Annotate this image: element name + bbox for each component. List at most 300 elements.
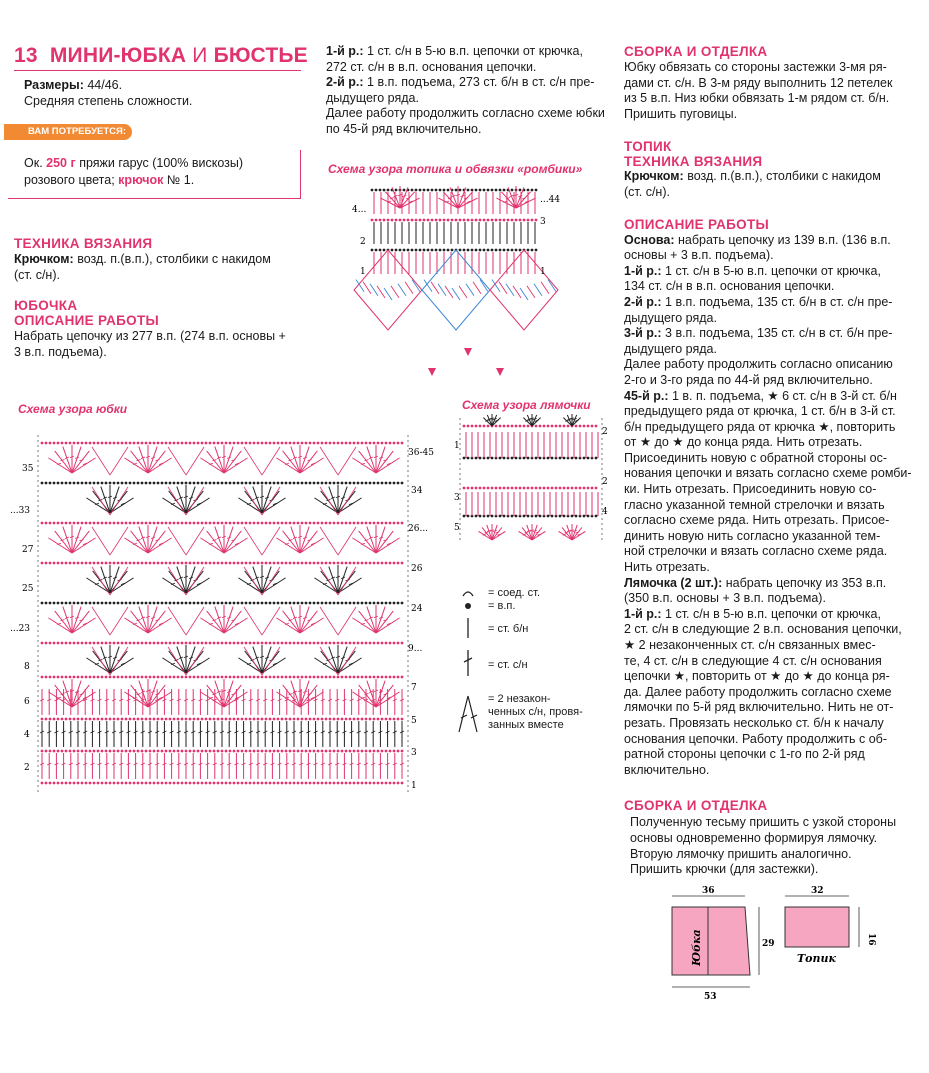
chain-dot	[375, 249, 378, 252]
chain-dot	[523, 487, 526, 490]
chain-dot	[65, 718, 68, 721]
rhombus-stitch	[520, 288, 528, 300]
chain-dot	[381, 676, 384, 679]
chain-dot	[137, 718, 140, 721]
chain-dot	[73, 482, 76, 485]
chain-dot	[305, 562, 308, 565]
chain-dot	[125, 782, 128, 785]
chain-dot	[365, 482, 368, 485]
chain-dot	[403, 219, 406, 222]
chain-dot	[345, 522, 348, 525]
chain-dot	[193, 602, 196, 605]
chain-dot	[401, 562, 404, 565]
chain-dot	[547, 457, 550, 460]
work-line-text: (350 в.п. основы + 3 в.п. подъема).	[624, 591, 826, 606]
legend-dc2tog	[488, 693, 583, 732]
fan-stitch	[162, 498, 186, 513]
fan-stitch	[186, 487, 195, 513]
chain-dot	[401, 602, 404, 605]
chain-dot	[221, 522, 224, 525]
chain-dot	[309, 676, 312, 679]
fan-stitch	[224, 458, 248, 473]
chain-dot	[305, 782, 308, 785]
chain-dot	[373, 562, 376, 565]
fan-stitch	[131, 611, 148, 633]
chain-dot	[81, 718, 84, 721]
fan-stitch	[186, 498, 210, 513]
chain-dot	[579, 487, 582, 490]
chain-dot	[523, 515, 526, 518]
chain-dot	[93, 718, 96, 721]
skirt-row-label: 7	[411, 683, 417, 693]
chain-dot	[309, 642, 312, 645]
fan-stitch	[238, 658, 262, 673]
chain-dot	[361, 482, 364, 485]
chain-dot	[101, 522, 104, 525]
chain-dot	[261, 750, 264, 753]
chain-dot	[447, 189, 450, 192]
chain-dot	[357, 718, 360, 721]
chain-dot	[353, 642, 356, 645]
chain-dot	[89, 642, 92, 645]
chain-dot	[145, 642, 148, 645]
chain-dot	[487, 487, 490, 490]
text-line: Полученную тесьму пришить с узкой стороны	[630, 815, 897, 830]
chain-dot	[253, 782, 256, 785]
rhombus-stitch	[377, 286, 385, 298]
chain-dot	[381, 750, 384, 753]
fan-stitch	[224, 681, 233, 707]
skirt-row-label: 27	[22, 545, 34, 555]
chain-dot	[385, 676, 388, 679]
skirt-work-heading: ОПИСАНИЕ РАБОТЫ	[14, 313, 160, 328]
work-line-text: согласно схеме ряда. Нить отрезать. Присое-	[624, 513, 890, 528]
chain-dot	[587, 515, 590, 518]
chain-dot	[137, 562, 140, 565]
chain-dot	[401, 718, 404, 721]
rhombus-stitch	[473, 282, 481, 294]
chain-dot	[427, 219, 430, 222]
chain-dot	[161, 522, 164, 525]
chain-dot	[253, 676, 256, 679]
chain-dot	[277, 676, 280, 679]
work-line	[624, 498, 914, 514]
top-row-label: ...44	[540, 195, 561, 205]
chain-dot	[261, 562, 264, 565]
chain-dot	[321, 782, 324, 785]
fan-stitch	[148, 451, 165, 473]
fan-stitch	[207, 611, 224, 633]
chain-dot	[475, 457, 478, 460]
chain-dot	[583, 487, 586, 490]
chain-dot	[49, 718, 52, 721]
chain-dot	[133, 602, 136, 605]
chain-dot	[73, 442, 76, 445]
chain-dot	[105, 718, 108, 721]
chain-dot	[281, 718, 284, 721]
chain-dot	[495, 219, 498, 222]
chain-dot	[471, 219, 474, 222]
chain-dot	[133, 676, 136, 679]
legend-dc: = ст. с/н	[488, 659, 528, 671]
chain-dot	[209, 562, 212, 565]
fan-stitch	[262, 567, 271, 593]
chain-dot	[293, 676, 296, 679]
chain-dot	[337, 718, 340, 721]
chain-dot	[61, 442, 64, 445]
chain-dot	[527, 487, 530, 490]
strap-row-label: 2	[602, 427, 608, 437]
chain-dot	[361, 782, 364, 785]
row1-line-1: 1 ст. с/н в 5-ю в.п. цепочки от крючка,	[367, 44, 583, 58]
chain-dot	[53, 676, 56, 679]
top-technique-label: Крючком:	[624, 169, 684, 184]
chain-dot	[399, 249, 402, 252]
right-column	[624, 44, 914, 878]
chain-dot	[377, 522, 380, 525]
work-line-text: Нить отрезать.	[624, 560, 710, 575]
work-line	[624, 326, 914, 342]
chain-dot	[193, 750, 196, 753]
chain-dot	[245, 718, 248, 721]
chain-dot	[65, 482, 68, 485]
chain-dot	[109, 522, 112, 525]
chain-dot	[451, 219, 454, 222]
chain-dot	[321, 602, 324, 605]
yarn-amount: 250 г	[46, 156, 76, 170]
chain-dot	[165, 482, 168, 485]
v-stitch	[338, 487, 356, 515]
chain-dot	[293, 482, 296, 485]
chain-dot	[57, 642, 60, 645]
chain-dot	[503, 249, 506, 252]
chain-dot	[45, 602, 48, 605]
chain-dot	[237, 676, 240, 679]
chain-dot	[431, 249, 434, 252]
chain-dot	[41, 442, 44, 445]
chain-dot	[463, 425, 466, 428]
chain-dot	[293, 522, 296, 525]
fan-stitch	[283, 531, 300, 553]
chain-dot	[365, 522, 368, 525]
chain-dot	[101, 750, 104, 753]
chain-dot	[377, 562, 380, 565]
chain-dot	[145, 482, 148, 485]
chain-dot	[57, 602, 60, 605]
chain-dot	[591, 487, 594, 490]
chain-dot	[273, 718, 276, 721]
chain-dot	[77, 442, 80, 445]
chain-dot	[475, 219, 478, 222]
work-line-text: дыдущего ряда.	[624, 310, 717, 325]
chain-dot	[97, 782, 100, 785]
chain-dot	[551, 457, 554, 460]
chain-dot	[49, 562, 52, 565]
rhombus-stitch	[431, 282, 439, 294]
chain-dot	[257, 602, 260, 605]
chain-dot	[69, 718, 72, 721]
yarn-color: розового цвета;	[24, 173, 115, 187]
v-stitch	[244, 607, 262, 635]
chain-dot	[45, 642, 48, 645]
chain-dot	[361, 522, 364, 525]
chain-dot	[49, 602, 52, 605]
v-stitch	[320, 607, 338, 635]
chain-dot	[333, 676, 336, 679]
chain-dot	[455, 219, 458, 222]
chain-dot	[173, 602, 176, 605]
fan-stitch	[376, 538, 400, 553]
chain-dot	[305, 482, 308, 485]
chain-dot	[361, 718, 364, 721]
chain-dot	[499, 487, 502, 490]
chain-dot	[313, 482, 316, 485]
chain-dot	[595, 515, 598, 518]
fan-stitch	[224, 685, 241, 707]
chain-dot	[197, 676, 200, 679]
chain-dot	[109, 750, 112, 753]
chain-dot	[329, 750, 332, 753]
materials-frame	[8, 150, 301, 199]
chain-dot	[531, 189, 534, 192]
fan-stitch	[300, 692, 324, 707]
chain-dot	[377, 782, 380, 785]
chain-dot	[387, 189, 390, 192]
chain-dot	[213, 782, 216, 785]
chain-dot	[257, 442, 260, 445]
chain-dot	[415, 249, 418, 252]
chain-dot	[563, 515, 566, 518]
chain-dot	[595, 487, 598, 490]
chain-dot	[329, 642, 332, 645]
chain-dot	[249, 442, 252, 445]
chain-dot	[535, 457, 538, 460]
rhombus-stitch	[466, 284, 474, 296]
work-line	[624, 669, 914, 685]
chain-dot	[161, 562, 164, 565]
chain-dot	[117, 750, 120, 753]
chain-dot	[293, 442, 296, 445]
chain-dot	[467, 487, 470, 490]
chain-dot	[53, 642, 56, 645]
chain-dot	[353, 782, 356, 785]
skirt-heading: ЮБОЧКА	[14, 298, 78, 313]
chain-dot	[265, 562, 268, 565]
skirt-stitch-diagram	[8, 425, 440, 805]
v-stitch	[244, 527, 262, 555]
legend-dc2tog-line-1: = 2 незакон-	[488, 693, 551, 705]
chain-dot	[157, 522, 160, 525]
chain-dot	[65, 750, 68, 753]
chain-dot	[261, 602, 264, 605]
chain-dot	[349, 642, 352, 645]
v-stitch	[186, 447, 204, 475]
fan-stitch	[110, 578, 134, 593]
chain-dot	[265, 602, 268, 605]
chain-dot	[519, 249, 522, 252]
chain-dot	[157, 562, 160, 565]
work-line-text: 1 ст. с/н в 5-ю в.п. цепочки от крючка,	[661, 263, 881, 278]
title-and: И	[192, 44, 208, 67]
chain-dot	[459, 249, 462, 252]
chain-dot	[371, 189, 374, 192]
chain-dot	[341, 718, 344, 721]
chain-dot	[385, 718, 388, 721]
chain-dot	[101, 642, 104, 645]
chain-dot	[381, 602, 384, 605]
chain-dot	[65, 522, 68, 525]
fan-stitch	[238, 578, 262, 593]
chain-dot	[479, 515, 482, 518]
chain-dot	[535, 189, 538, 192]
chain-dot	[389, 718, 392, 721]
chain-dot	[105, 522, 108, 525]
chain-dot	[93, 522, 96, 525]
chain-dot	[371, 249, 374, 252]
skirt-top-width: 36	[702, 886, 715, 896]
chain-dot	[85, 482, 88, 485]
chain-dot	[197, 602, 200, 605]
chain-dot	[129, 782, 132, 785]
chain-dot	[515, 487, 518, 490]
chain-dot	[393, 602, 396, 605]
chain-dot	[289, 676, 292, 679]
fan-stitch	[110, 498, 134, 513]
fan-stitch	[314, 658, 338, 673]
work-line-label: 3-й р.:	[624, 326, 662, 341]
chain-dot	[383, 219, 386, 222]
chain-dot	[81, 750, 84, 753]
chain-dot	[527, 457, 530, 460]
sizes-label: Размеры:	[24, 78, 84, 92]
skirt-row-label: ...23	[10, 624, 31, 634]
chain-dot	[209, 782, 212, 785]
fan-stitch	[224, 451, 241, 473]
chain-dot	[571, 457, 574, 460]
chain-dot	[407, 219, 410, 222]
work-line	[624, 373, 914, 389]
chain-dot	[89, 718, 92, 721]
chain-dot	[233, 442, 236, 445]
chain-dot	[575, 425, 578, 428]
chain-dot	[193, 642, 196, 645]
chain-dot	[313, 562, 316, 565]
chain-dot	[145, 750, 148, 753]
work-line	[624, 716, 914, 732]
chain-dot	[153, 782, 156, 785]
chain-dot	[265, 442, 268, 445]
chain-dot	[397, 442, 400, 445]
work-line	[624, 576, 914, 592]
arrow-down-icon	[428, 368, 436, 376]
chain-dot	[385, 750, 388, 753]
chain-dot	[269, 442, 272, 445]
fan-stitch	[300, 531, 317, 553]
chain-dot	[245, 782, 248, 785]
chain-dot	[381, 482, 384, 485]
chain-dot	[269, 718, 272, 721]
chain-dot	[587, 425, 590, 428]
skirt-bottom-width: 53	[704, 992, 717, 1002]
v-stitch	[244, 567, 262, 595]
rhombus-stitch	[506, 284, 514, 296]
chain-dot	[65, 562, 68, 565]
strap-row-label: 5	[454, 523, 460, 533]
chain-dot	[133, 562, 136, 565]
chain-dot	[511, 189, 514, 192]
chain-dot	[41, 750, 44, 753]
chain-dot	[423, 189, 426, 192]
chain-dot	[551, 487, 554, 490]
chain-dot	[393, 442, 396, 445]
chain-dot	[345, 718, 348, 721]
chain-dot	[213, 442, 216, 445]
chain-dot	[205, 676, 208, 679]
chain-dot	[97, 750, 100, 753]
chain-dot	[419, 249, 422, 252]
chain-dot	[261, 782, 264, 785]
dc2tog-icon	[459, 696, 477, 732]
chain-dot	[113, 482, 116, 485]
chain-dot	[101, 676, 104, 679]
fan-stitch	[86, 658, 110, 673]
work-line-text: гласно указанной темной стрелочки и вязать	[624, 497, 885, 512]
chain-dot	[435, 219, 438, 222]
chain-dot	[321, 562, 324, 565]
skirt-height: 29	[762, 939, 775, 949]
chain-dot	[285, 482, 288, 485]
chain-dot	[169, 522, 172, 525]
fan-stitch	[200, 618, 224, 633]
chain-dot	[523, 457, 526, 460]
fan-stitch	[72, 527, 81, 553]
chain-dot	[105, 602, 108, 605]
chain-dot	[377, 602, 380, 605]
fan-stitch	[262, 658, 286, 673]
technique-line-1: возд. п.(в.п.), столбики с накидом	[77, 252, 271, 266]
chain-dot	[297, 482, 300, 485]
chain-dot	[253, 718, 256, 721]
chain-dot	[169, 482, 172, 485]
chain-dot	[389, 642, 392, 645]
chain-dot	[361, 642, 364, 645]
chain-dot	[393, 750, 396, 753]
work-line-text: 1 ст. с/н в 5-ю в.п. цепочки от крючка,	[661, 606, 881, 621]
top-scheme-caption: Схема узора топика и обвязки «ромбики»	[328, 162, 583, 176]
chain-dot	[289, 750, 292, 753]
fan-stitch	[148, 685, 165, 707]
chain-dot	[201, 562, 204, 565]
chain-dot	[329, 782, 332, 785]
chain-dot	[273, 642, 276, 645]
chain-dot	[353, 442, 356, 445]
chain-dot	[443, 249, 446, 252]
chain-dot	[317, 482, 320, 485]
chain-dot	[237, 718, 240, 721]
chain-dot	[65, 442, 68, 445]
chain-dot	[77, 522, 80, 525]
chain-dot	[181, 562, 184, 565]
work-line	[624, 638, 914, 654]
chain-dot	[547, 515, 550, 518]
chain-dot	[555, 487, 558, 490]
skirt-label: Юбка	[690, 929, 703, 966]
chain-dot	[365, 442, 368, 445]
chain-dot	[149, 642, 152, 645]
chain-dot	[241, 782, 244, 785]
fan-stitch	[276, 538, 300, 553]
chain-dot	[281, 562, 284, 565]
